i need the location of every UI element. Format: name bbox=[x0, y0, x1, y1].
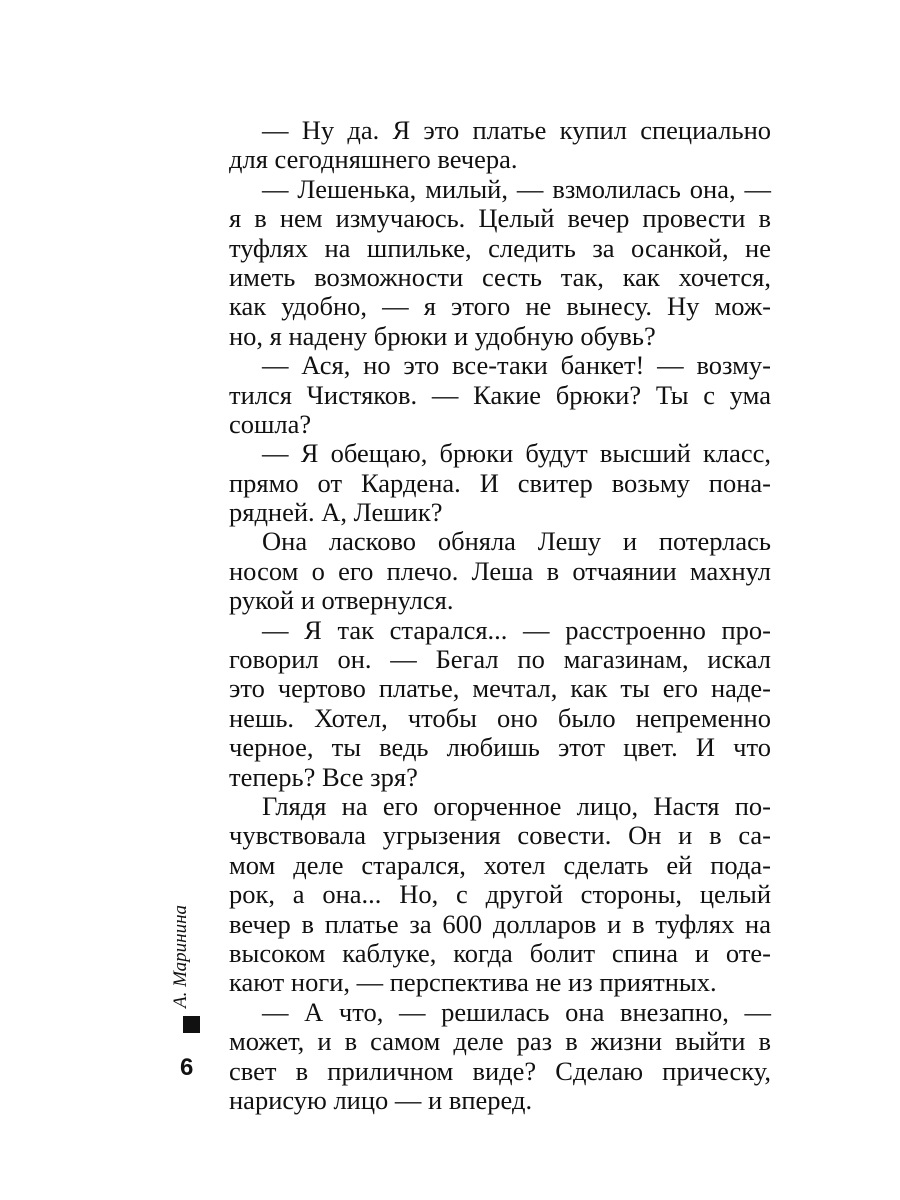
text-line: теперь? Все зря? bbox=[229, 761, 418, 792]
body-text bbox=[229, 116, 771, 1115]
text-line: — Я обещаю, брюки будут высший класс, bbox=[262, 438, 771, 469]
text-line: черное, ты ведь любишь этот цвет. И что bbox=[229, 732, 771, 763]
text-line: но, я надену брюки и удобную обувь? bbox=[229, 320, 656, 351]
text-line: мом деле старался, хотел сделать ей пода- bbox=[229, 849, 771, 880]
text-line: рок, а она... Но, с другой стороны, целый bbox=[229, 879, 771, 910]
text-line: высоком каблуке, когда болит спина и оте- bbox=[229, 937, 771, 968]
text-line: вечер в платье за 600 долларов и в туфлях на bbox=[229, 908, 771, 939]
text-line: может, и в самом деле раз в жизни выйти в bbox=[229, 1026, 771, 1057]
text-line: чувствовала угрызения совести. Он и в са- bbox=[229, 820, 771, 851]
author-running-head: А. Маринина bbox=[170, 904, 191, 1008]
text-line: иметь возможности сесть так, как хочется, bbox=[229, 261, 771, 292]
text-line: туфлях на шпильке, следить за осанкой, не bbox=[229, 232, 771, 263]
text-line: — Лешенька, милый, — взмолилась она, — bbox=[262, 173, 771, 204]
text-line: Она ласково обняла Лешу и потерлась bbox=[262, 526, 771, 557]
text-line: сошла? bbox=[229, 408, 312, 439]
text-line: рядней. А, Лешик? bbox=[229, 497, 443, 528]
square-marker-icon bbox=[183, 1016, 200, 1033]
text-line: это чертово платье, мечтал, как ты его наде- bbox=[229, 673, 771, 704]
text-line: нарисую лицо — и вперед. bbox=[229, 1084, 533, 1115]
text-line: нешь. Хотел, чтобы оно было непременно bbox=[229, 702, 771, 733]
page-number: 6 bbox=[180, 1054, 194, 1081]
text-line: — Ася, но это все-таки банкет! — возму- bbox=[262, 350, 771, 381]
text-line: свет в приличном виде? Сделаю прическу, bbox=[229, 1055, 771, 1086]
text-line: — Ну да. Я это платье купил специально bbox=[262, 115, 771, 145]
text-line: рукой и отвернулся. bbox=[229, 585, 454, 616]
text-line: для сегодняшнего вечера. bbox=[229, 144, 518, 175]
text-line: носом о его плечо. Леша в отчаянии махнул bbox=[229, 555, 771, 586]
text-line: тился Чистяков. — Какие брюки? Ты с ума bbox=[229, 379, 771, 410]
text-line: как удобно, — я этого не вынесу. Ну мож- bbox=[229, 291, 771, 322]
text-line: кают ноги, — перспектива не из приятных. bbox=[229, 967, 717, 998]
text-line: — Я так старался... — расстроенно про- bbox=[262, 614, 771, 645]
text-line: я в нем измучаюсь. Целый вечер провести в bbox=[229, 203, 771, 234]
text-line: прямо от Кардена. И свитер возьму пона- bbox=[229, 467, 771, 498]
text-line: — А что, — решилась она внезапно, — bbox=[262, 996, 771, 1027]
text-line: Глядя на его огорченное лицо, Настя по- bbox=[262, 790, 771, 821]
text-line: говорил он. — Бегал по магазинам, искал bbox=[229, 644, 771, 675]
